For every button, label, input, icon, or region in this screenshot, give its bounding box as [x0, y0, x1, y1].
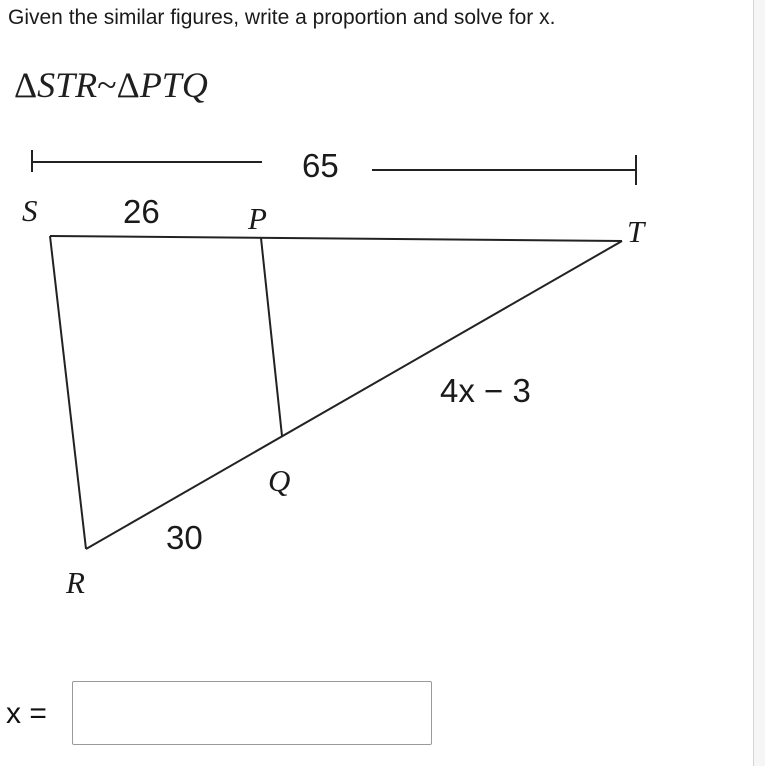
point-label-s: S	[22, 193, 38, 228]
triangle-name-1: STR	[37, 65, 98, 105]
segment-rt	[86, 241, 622, 549]
segment-pq	[261, 238, 282, 436]
similar-symbol: ~	[97, 65, 117, 105]
label-st-length: 65	[302, 147, 339, 184]
label-rq-length: 30	[166, 519, 203, 556]
answer-label: x =	[6, 697, 47, 730]
triangle-diagram	[0, 130, 700, 600]
point-label-p: P	[248, 201, 267, 236]
triangle-lines	[50, 236, 622, 549]
label-sp-length: 26	[123, 193, 160, 230]
point-label-t: T	[627, 214, 645, 249]
similarity-statement	[14, 64, 208, 106]
point-label-r: R	[66, 565, 85, 600]
delta-symbol-1: Δ	[14, 65, 38, 105]
segment-sr	[50, 236, 86, 549]
point-label-q: Q	[268, 463, 291, 498]
right-edge-panel	[753, 0, 765, 766]
question-prompt: Given the similar figures, write a proportion and solve for x.	[8, 6, 556, 29]
delta-symbol-2: Δ	[116, 65, 140, 105]
answer-input[interactable]	[72, 681, 432, 745]
triangle-name-2: PTQ	[139, 65, 208, 105]
label-qt-length: 4x − 3	[440, 372, 531, 409]
segment-st	[50, 236, 622, 241]
